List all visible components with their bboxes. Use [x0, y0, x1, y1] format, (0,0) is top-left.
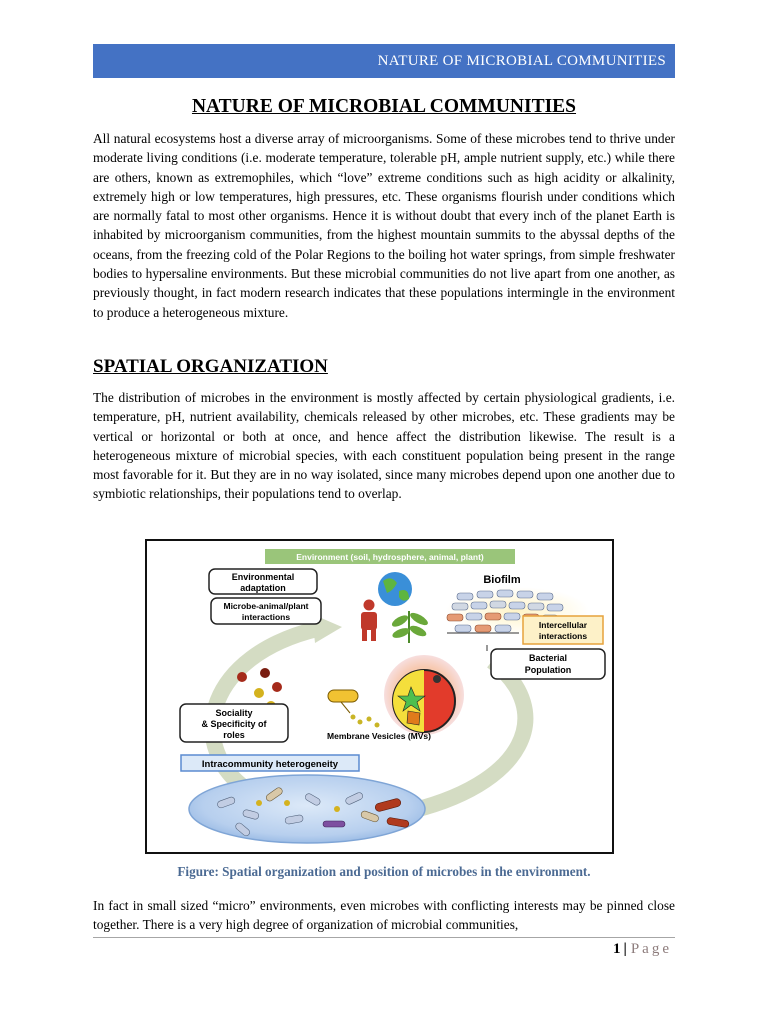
globe-icon: [378, 572, 412, 606]
document-title: NATURE OF MICROBIAL COMMUNITIES: [191, 96, 577, 117]
intracommunity-label: Intracommunity heterogeneity: [201, 759, 339, 770]
page-number: [613, 941, 672, 958]
microbe-interactions-label-1: Microbe-animal/plant: [223, 601, 309, 611]
page-number-separator: |: [623, 941, 627, 957]
microbial-community-pool: [189, 775, 425, 843]
spatial-organization-figure: [145, 539, 614, 854]
environmental-adaptation-label-2: adaptation: [240, 583, 286, 593]
membrane-vesicles-label: Membrane Vesicles (MVs): [327, 731, 431, 741]
plant-icon: [390, 611, 429, 643]
figure-diagram: [147, 541, 612, 852]
microbe-interactions-label-2: interactions: [241, 612, 291, 622]
environment-banner-label: Environment (soil, hydrosphere, animal, plant): [296, 552, 484, 562]
section-heading: SPATIAL ORGANIZATION: [93, 356, 328, 377]
section-paragraph: The distribution of microbes in the environment is mostly affected by certain physiological gradients, i.e. temperature, pH, nutrient availability, chemicals released by other microbes, etc. These gradients may be vertical or horizontal or both at once, and hence affect the distribution likewise. The result is a heterogeneous mixture of microbial species, with each constituent population being present in the range most favorable for it. But they are in no way isolated, since many microbes depend upon one another due to symbiotic relationships, their populations tend to overlap.: [93, 390, 675, 502]
running-header: [93, 44, 675, 78]
sociality-label-2: & Specificity of: [201, 719, 267, 729]
sociality-label-1: Sociality: [215, 708, 253, 718]
trailing-paragraph: In fact in small sized “micro” environments, even microbes with conflicting interests may be pinned close together. There is a very high degree of organization of microbial communities,: [93, 898, 675, 933]
membrane-vesicle-cell: [328, 655, 464, 735]
figure-caption: Figure: Spatial organization and position of microbes in the environment.: [177, 864, 591, 879]
bacterial-population-label-2: Population: [524, 665, 572, 675]
page-label: Page: [630, 941, 672, 957]
sociality-label-3: roles: [223, 730, 245, 740]
intercellular-label-2: interactions: [538, 631, 588, 641]
environmental-adaptation-label-1: Environmental: [231, 572, 295, 582]
biofilm-label: Biofilm: [483, 574, 521, 586]
page-number-value: 1: [613, 941, 621, 957]
footer-divider: [93, 937, 675, 938]
person-icon: [361, 600, 377, 642]
running-header-title: NATURE OF MICROBIAL COMMUNITIES: [377, 52, 666, 69]
intercellular-label-1: Intercellular: [538, 620, 588, 630]
bacterial-population-label-1: Bacterial: [528, 653, 568, 663]
intro-paragraph: All natural ecosystems host a diverse array of microorganisms. Some of these microbes tend to thrive under moderate living conditions (i.e. moderate temperature, tolerable pH, ample nutrient supply, etc.) while there are others, known as extremophiles, which “love” extreme conditions such as high acidity or alkalinity, extremely high or low temperatures, high pressures, etc. These organisms flourish under conditions which are normally fatal to most other organisms. Hence it is without doubt that every inch of the planet Earth is inhabited by microorganism communities, from the highest mountain summits to the abyssal depths of the oceans, from the freezing cold of the Polar Regions to the boiling hot water springs, from simple freshwater bodies to hypersaline environments. But these microbial communities do not live apart from one another, as previously thought, in fact modern research indicates that these populations intermingle in the environment to produce a heterogeneous mixture.: [93, 131, 675, 320]
